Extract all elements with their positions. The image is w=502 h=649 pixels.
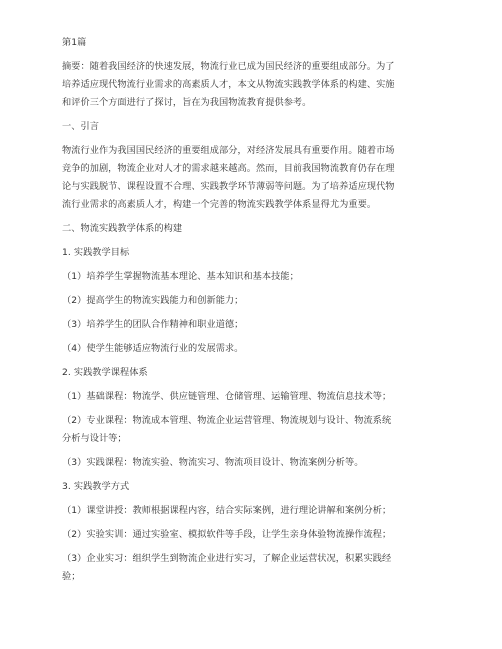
course-item-line: 分析与设计等； (62, 433, 127, 444)
method-item-line: （3）企业实习：组织学生到物流企业进行实习，了解企业运营状况，积累实践经 (62, 553, 392, 564)
document-page (62, 34, 442, 586)
abstract (62, 58, 442, 112)
abstract-line: 培养适应现代物流行业需求的高素质人才，本文从物流实践教学体系的构建、实施 (62, 79, 395, 90)
section-heading-build: 二、物流实践教学体系的构建 (62, 223, 183, 234)
part-label: 第1篇 (62, 37, 87, 48)
intro-paragraph (62, 142, 442, 214)
goal-item: （2）提高学生的物流实践能力和创新能力； (62, 295, 244, 306)
goal-item: （1）培养学生掌握物流基本理论、基本知识和基本技能； (62, 271, 299, 282)
method-item: （1）课堂讲授：教师根据课程内容，结合实际案例，进行理论讲解和案例分析； (62, 505, 392, 516)
course-item: （1）基础课程：物流学、供应链管理、仓储管理、运输管理、物流信息技术等； (62, 391, 392, 402)
intro-line: 流行业需求的高素质人才，构建一个完善的物流实践教学体系显得尤为重要。 (62, 199, 377, 210)
subsection-heading-methods: 3. 实践教学方式 (62, 481, 130, 492)
method-item-line: 验； (62, 571, 81, 582)
course-item: （3）实践课程：物流实验、物流实习、物流项目设计、物流案例分析等。 (62, 457, 364, 468)
subsection-heading-goals: 1. 实践教学目标 (62, 247, 130, 258)
method-item (62, 550, 442, 586)
goal-item: （4）使学生能够适应物流行业的发展需求。 (62, 343, 244, 354)
subsection-heading-courses: 2. 实践教学课程体系 (62, 367, 148, 378)
abstract-line: 和评价三个方面进行了探讨，旨在为我国物流教育提供参考。 (62, 97, 312, 108)
intro-line: 论与实践脱节、课程设置不合理、实践教学环节薄弱等问题。为了培养适应现代物 (62, 181, 395, 192)
intro-line: 物流行业作为我国国民经济的重要组成部分，对经济发展具有重要作用。随着市场 (62, 145, 395, 156)
goal-item: （3）培养学生的团队合作精神和职业道德； (62, 319, 244, 330)
abstract-line: 摘要：随着我国经济的快速发展，物流行业已成为国民经济的重要组成部分。为了 (62, 61, 395, 72)
section-heading-intro: 一、引言 (62, 121, 99, 132)
intro-line: 竞争的加剧，物流企业对人才的需求越来越高。然而，目前我国物流教育仍存在理 (62, 163, 395, 174)
method-item: （2）实验实训：通过实验室、模拟软件等手段，让学生亲身体验物流操作流程； (62, 529, 392, 540)
course-item (62, 412, 442, 448)
course-item-line: （2）专业课程：物流成本管理、物流企业运营管理、物流规划与设计、物流系统 (62, 415, 392, 426)
